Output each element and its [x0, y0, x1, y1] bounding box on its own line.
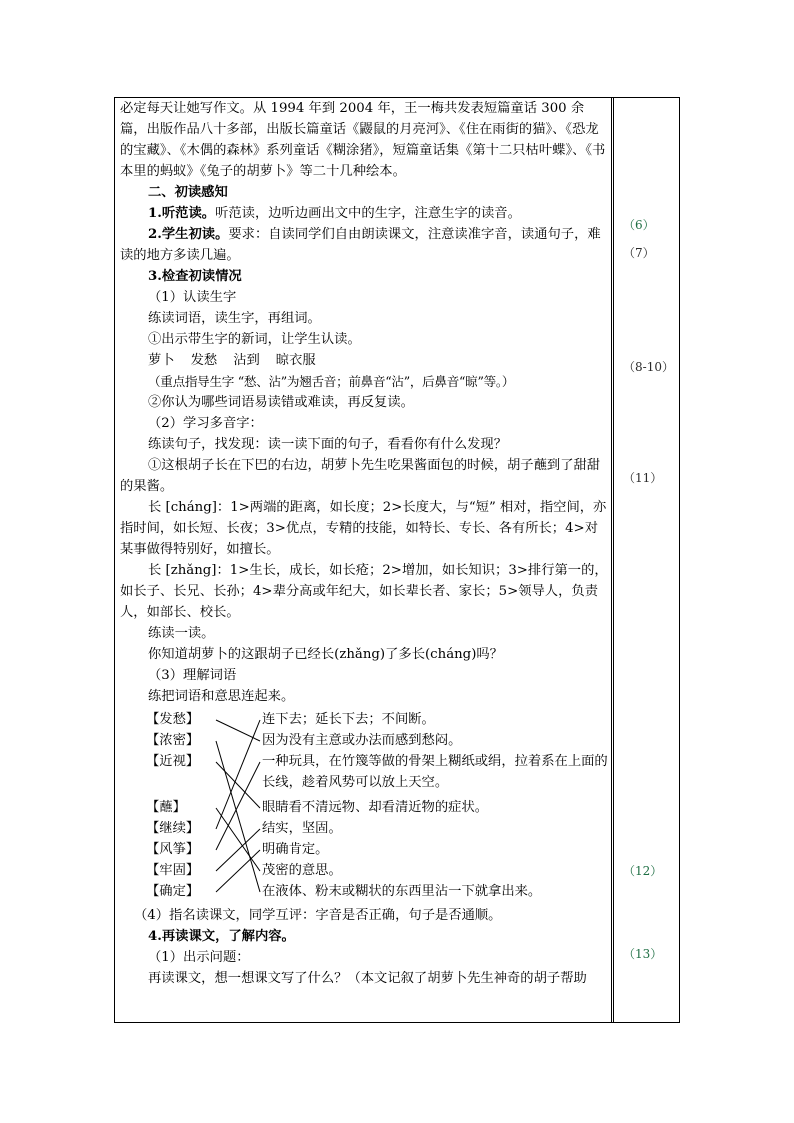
margin-note-13: （13） — [623, 947, 663, 961]
match-meaning: 一种玩具，在竹篾等做的骨架上糊纸或绢，拉着系在上面的长线，趁着风势可以放上天空。 — [262, 754, 608, 790]
sub-heading-polyphones: （2）学习多音字： — [148, 416, 263, 431]
practice-words: 练读词语，读生字，再组词。 — [148, 311, 321, 326]
author-intro: 必定每天让她写作文。从 1994 年到 2004 年，王一梅共发表短篇童话 300 余篇，出版作品八十多部，出版长篇童话《鼹鼠的月亮河》、《住在雨街的猫》、《恐龙的宝藏》、《木偶的森林》系列童话《糊涂猪》，短篇童话集《第十二只枯叶蝶》、《书本里的蚂蚁》《兔子的胡萝卜》等二十几种绘本。 — [120, 101, 606, 179]
match-line — [216, 720, 260, 741]
match-word: 【发愁】 — [146, 712, 200, 727]
word-item: 沾到 — [233, 353, 260, 368]
column-divider-double — [613, 98, 614, 1022]
step-listen-title: 1.听范读。 — [148, 206, 216, 221]
match-meaning: 茂密的意思。 — [262, 863, 342, 878]
pronunciation-tip: （重点指导生字 “愁、沾”为翘舌音；前鼻音“沾”，后鼻音“晾”等。） — [148, 374, 515, 389]
step-first-read-text: 要求：自读同学们自由朗读课文，注意读准字音，读通句子，难读的地方多读几遍。 — [120, 227, 601, 263]
match-word: 【近视】 — [146, 754, 200, 769]
match-line — [216, 741, 260, 892]
match-line — [216, 762, 260, 808]
match-line — [216, 829, 260, 871]
lesson-content — [115, 98, 611, 989]
step-first-read-title: 2.学生初读。 — [148, 227, 229, 242]
sub-heading-question: （1）出示问题： — [148, 950, 250, 965]
match-word: 【牢固】 — [146, 863, 200, 878]
practice-matching: 练把词语和意思连起来。 — [148, 689, 295, 704]
word-item: 晾衣服 — [275, 353, 316, 368]
practice-sentences: 练读句子，找发现：读一读下面的句子，看看你有什么发现？ — [148, 437, 508, 452]
match-word: 【浓密】 — [146, 733, 200, 748]
definition-zhang: 长 [zhǎng]：1>生长，成长，如长疮；2>增加，如长知识；3>排行第一的，如长子、长兄、长孙；4>辈分高或年纪大，如长辈长者、家长；5>领导人，负责人，如部长、校长。 — [120, 563, 608, 620]
step-check-heading: 3.检查初读情况 — [148, 269, 242, 284]
sub-heading-read-chars: （1）认读生字 — [148, 290, 237, 305]
practice-read: 练读一读。 — [148, 626, 215, 641]
margin-note-11: （11） — [623, 471, 663, 485]
match-meaning: 连下去；延长下去；不间断。 — [262, 712, 435, 727]
step-reread-heading: 4.再读课文，了解内容。 — [148, 929, 295, 944]
section-heading: 二、初读感知 — [148, 185, 228, 200]
word-list — [120, 350, 609, 371]
example-sentence: ①这根胡子长在下巴的右边，胡萝卜先生吃果酱面包的时候，胡子蘸到了甜甜的果酱。 — [120, 458, 601, 494]
show-words: ①出示带生字的新词，让学生认读。 — [148, 332, 361, 347]
lesson-table — [114, 97, 680, 1023]
word-item: 萝卜 — [148, 353, 175, 368]
word-matching-exercise — [120, 709, 609, 905]
question-beard: 你知道胡萝卜的这跟胡子已经长(zhǎng)了多长(cháng)吗？ — [148, 647, 503, 662]
sub-heading-vocab: （3）理解词语 — [148, 668, 237, 683]
step-listen — [120, 203, 609, 224]
match-meaning: 在液体、粉末或糊状的东西里沾一下就拿出来。 — [262, 884, 542, 899]
match-meaning: 明确肯定。 — [262, 842, 329, 857]
margin-note-12: （12） — [623, 864, 663, 878]
definition-chang: 长 [cháng]：1>两端的距离，如长度；2>长度大，与“短” 相对，指空间，亦指时间，如长短、长夜；3>优点，专精的技能，如特长、专长、各有所长；4>对某事做得特别好，如擅长。 — [120, 500, 607, 557]
matching-lines — [120, 709, 280, 905]
step-listen-text: 听范读，边听边画出文中的生字，注意生字的读音。 — [215, 206, 521, 221]
word-item: 发愁 — [190, 353, 218, 368]
margin-note-8-10: （8-10） — [623, 360, 674, 374]
margin-note-6: （6） — [623, 218, 655, 232]
margin-note-7: （7） — [623, 246, 655, 260]
match-word: 【继续】 — [146, 821, 200, 836]
match-meaning: 结实，坚固。 — [262, 821, 342, 836]
reread-words: ②你认为哪些词语易读错或难读，再反复读。 — [148, 395, 414, 410]
match-word: 【蘸】 — [146, 800, 186, 815]
match-meaning: 眼睛看不清远物、却看清近物的症状。 — [262, 800, 489, 815]
peer-review: （4）指名读课文，同学互评：字音是否正确，句子是否通顺。 — [134, 908, 502, 923]
step-first-read — [120, 224, 609, 266]
question-summary: 再读课文，想一想课文写了什么？（本文记叙了胡萝卜先生神奇的胡子帮助 — [148, 971, 587, 986]
match-meaning: 因为没有主意或办法而感到愁闷。 — [262, 733, 462, 748]
match-word: 【确定】 — [146, 884, 200, 899]
match-word: 【风筝】 — [146, 842, 200, 857]
